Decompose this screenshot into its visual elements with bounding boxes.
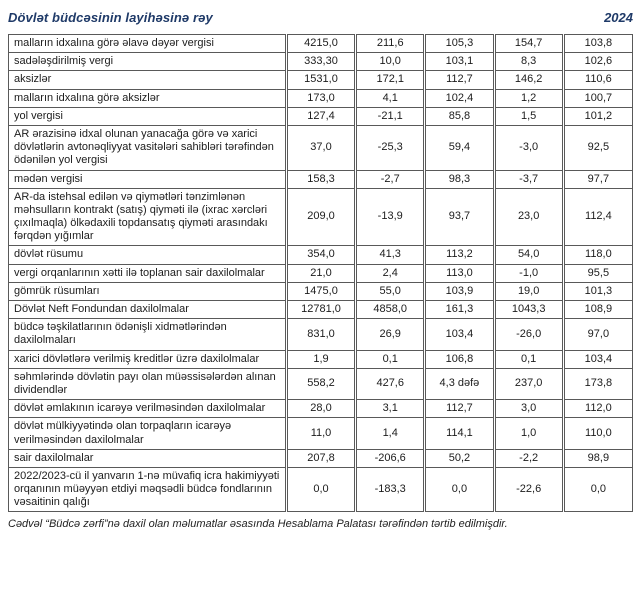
row-label-cell: səhmlərində dövlətin payı olan müəssisələrdən alınan dividendlər: [9, 368, 287, 399]
table-source-note: Cədvəl “Büdcə zərfi”nə daxil olan məlumatlar əsasında Hesablama Palatası tərəfindən tərtib edilmişdir.: [8, 518, 508, 531]
budget-revenues-table: [8, 34, 633, 512]
value-cell: 21,0: [286, 264, 355, 282]
value-cell: 54,0: [494, 246, 563, 264]
value-cell: -2,7: [356, 170, 425, 188]
value-cell: 114,1: [425, 418, 494, 449]
value-cell: 105,3: [425, 35, 494, 53]
value-cell: 207,8: [286, 449, 355, 467]
value-cell: 558,2: [286, 368, 355, 399]
row-label-cell: gömrük rüsumları: [9, 282, 287, 300]
value-cell: 0,1: [494, 350, 563, 368]
row-label-cell: vergi orqanlarının xətti ilə toplanan sair daxilolmalar: [9, 264, 287, 282]
value-cell: -1,0: [494, 264, 563, 282]
value-cell: 103,4: [425, 319, 494, 350]
value-cell: -26,0: [494, 319, 563, 350]
value-cell: 0,0: [563, 467, 632, 512]
value-cell: -206,6: [356, 449, 425, 467]
row-label-cell: 2022/2023-cü il yanvarın 1-nə müvafiq icra hakimiyyəti orqanının müəyyən etdiyi məqsədli büdcə fondlarının vəsaitinin qalığı: [9, 467, 287, 512]
value-cell: 113,2: [425, 246, 494, 264]
value-cell: 4,1: [356, 89, 425, 107]
value-cell: 113,0: [425, 264, 494, 282]
table-row: [9, 400, 633, 418]
value-cell: -25,3: [356, 125, 425, 170]
value-cell: 110,0: [563, 418, 632, 449]
value-cell: 37,0: [286, 125, 355, 170]
table-row: [9, 188, 633, 246]
value-cell: 1,0: [494, 418, 563, 449]
value-cell: 102,6: [563, 53, 632, 71]
value-cell: 209,0: [286, 188, 355, 246]
value-cell: 0,1: [356, 350, 425, 368]
value-cell: 12781,0: [286, 301, 355, 319]
value-cell: 50,2: [425, 449, 494, 467]
table-row: [9, 246, 633, 264]
value-cell: 110,6: [563, 71, 632, 89]
value-cell: 1,9: [286, 350, 355, 368]
value-cell: 103,1: [425, 53, 494, 71]
value-cell: 1,4: [356, 418, 425, 449]
value-cell: 23,0: [494, 188, 563, 246]
value-cell: 4215,0: [286, 35, 355, 53]
page-title: Dövlət büdcəsinin layihəsinə rəy: [8, 10, 213, 25]
table-row: [9, 418, 633, 449]
value-cell: 108,9: [563, 301, 632, 319]
page-year: 2024: [604, 10, 633, 25]
table-row: [9, 264, 633, 282]
table-row: [9, 107, 633, 125]
row-label-cell: sair daxilolmalar: [9, 449, 287, 467]
table-row: [9, 35, 633, 53]
budget-table-body: [9, 35, 633, 512]
value-cell: 173,0: [286, 89, 355, 107]
row-label-cell: dövlət mülkiyyətində olan torpaqların icarəyə verilməsindən daxilolmalar: [9, 418, 287, 449]
value-cell: 427,6: [356, 368, 425, 399]
table-row: [9, 449, 633, 467]
row-label-cell: Dövlət Neft Fondundan daxilolmalar: [9, 301, 287, 319]
value-cell: -3,0: [494, 125, 563, 170]
table-row: [9, 467, 633, 512]
value-cell: 1,5: [494, 107, 563, 125]
table-row: [9, 89, 633, 107]
value-cell: 4858,0: [356, 301, 425, 319]
table-row: [9, 319, 633, 350]
row-label-cell: AR-da istehsal edilən və qiymətləri tənzimlənən məhsulların kontrakt (satış) qiyməti ilə (ixrac xərcləri çıxılmaqla) ölkədaxili topdansatış qiyməti arasındakı fərqdən yığımlar: [9, 188, 287, 246]
value-cell: 101,3: [563, 282, 632, 300]
row-label-cell: dövlət əmlakının icarəyə verilməsindən daxilolmalar: [9, 400, 287, 418]
value-cell: 41,3: [356, 246, 425, 264]
value-cell: 354,0: [286, 246, 355, 264]
value-cell: 97,7: [563, 170, 632, 188]
value-cell: 831,0: [286, 319, 355, 350]
value-cell: 106,8: [425, 350, 494, 368]
value-cell: 98,3: [425, 170, 494, 188]
table-row: [9, 170, 633, 188]
value-cell: 100,7: [563, 89, 632, 107]
value-cell: 1475,0: [286, 282, 355, 300]
value-cell: 102,4: [425, 89, 494, 107]
value-cell: 112,7: [425, 71, 494, 89]
value-cell: 146,2: [494, 71, 563, 89]
value-cell: -21,1: [356, 107, 425, 125]
row-label-cell: mədən vergisi: [9, 170, 287, 188]
value-cell: 19,0: [494, 282, 563, 300]
value-cell: 103,4: [563, 350, 632, 368]
value-cell: 4,3 dəfə: [425, 368, 494, 399]
value-cell: 101,2: [563, 107, 632, 125]
value-cell: 85,8: [425, 107, 494, 125]
value-cell: 8,3: [494, 53, 563, 71]
row-label-cell: aksizlər: [9, 71, 287, 89]
document-header: [8, 10, 633, 25]
table-row: [9, 350, 633, 368]
value-cell: 173,8: [563, 368, 632, 399]
value-cell: 127,4: [286, 107, 355, 125]
value-cell: 103,9: [425, 282, 494, 300]
row-label-cell: malların idxalına görə əlavə dəyər vergisi: [9, 35, 287, 53]
value-cell: 97,0: [563, 319, 632, 350]
value-cell: 98,9: [563, 449, 632, 467]
value-cell: -183,3: [356, 467, 425, 512]
table-row: [9, 125, 633, 170]
row-label-cell: büdcə təşkilatlarının ödənişli xidmətlərindən daxilolmaları: [9, 319, 287, 350]
value-cell: 2,4: [356, 264, 425, 282]
value-cell: 10,0: [356, 53, 425, 71]
row-label-cell: sadələşdirilmiş vergi: [9, 53, 287, 71]
value-cell: 3,1: [356, 400, 425, 418]
value-cell: 0,0: [425, 467, 494, 512]
value-cell: 1043,3: [494, 301, 563, 319]
value-cell: 59,4: [425, 125, 494, 170]
value-cell: 55,0: [356, 282, 425, 300]
value-cell: 93,7: [425, 188, 494, 246]
value-cell: 1531,0: [286, 71, 355, 89]
value-cell: 211,6: [356, 35, 425, 53]
value-cell: -3,7: [494, 170, 563, 188]
value-cell: 92,5: [563, 125, 632, 170]
value-cell: 3,0: [494, 400, 563, 418]
value-cell: 95,5: [563, 264, 632, 282]
table-row: [9, 53, 633, 71]
value-cell: -13,9: [356, 188, 425, 246]
value-cell: 161,3: [425, 301, 494, 319]
table-row: [9, 301, 633, 319]
row-label-cell: AR ərazisinə idxal olunan yanacağa görə və xarici dövlətlərin avtonəqliyyat vasitələri sahibləri tərəfindən ödənilən yol vergisi: [9, 125, 287, 170]
value-cell: 333,30: [286, 53, 355, 71]
value-cell: 154,7: [494, 35, 563, 53]
table-row: [9, 282, 633, 300]
value-cell: 28,0: [286, 400, 355, 418]
value-cell: 112,7: [425, 400, 494, 418]
value-cell: -2,2: [494, 449, 563, 467]
value-cell: 112,4: [563, 188, 632, 246]
row-label-cell: dövlət rüsumu: [9, 246, 287, 264]
table-row: [9, 368, 633, 399]
value-cell: 158,3: [286, 170, 355, 188]
table-row: [9, 71, 633, 89]
row-label-cell: yol vergisi: [9, 107, 287, 125]
value-cell: 172,1: [356, 71, 425, 89]
row-label-cell: malların idxalına görə aksizlər: [9, 89, 287, 107]
row-label-cell: xarici dövlətlərə verilmiş kreditlər üzrə daxilolmalar: [9, 350, 287, 368]
value-cell: 118,0: [563, 246, 632, 264]
value-cell: 103,8: [563, 35, 632, 53]
value-cell: 11,0: [286, 418, 355, 449]
value-cell: -22,6: [494, 467, 563, 512]
value-cell: 237,0: [494, 368, 563, 399]
value-cell: 26,9: [356, 319, 425, 350]
value-cell: 0,0: [286, 467, 355, 512]
value-cell: 112,0: [563, 400, 632, 418]
value-cell: 1,2: [494, 89, 563, 107]
